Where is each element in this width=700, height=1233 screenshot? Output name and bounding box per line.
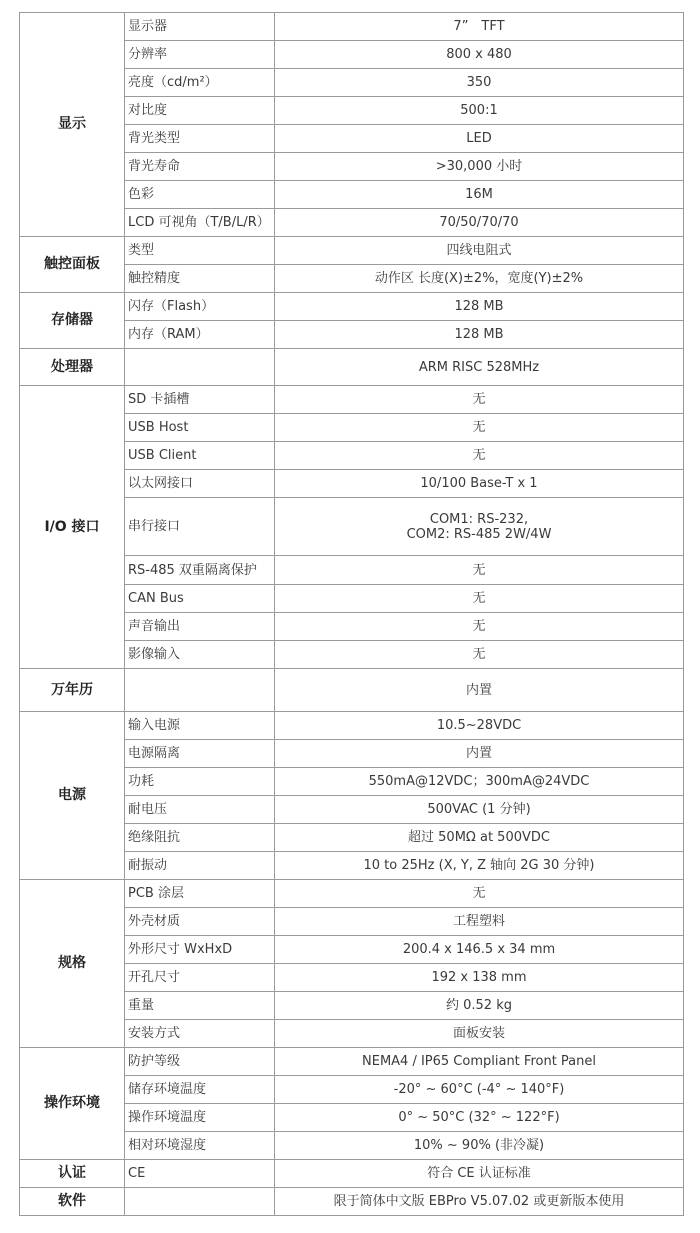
row-value: 500VAC (1 分钟): [275, 796, 684, 824]
row-label: 操作环境温度: [125, 1104, 275, 1132]
row-value: 超过 50MΩ at 500VDC: [275, 824, 684, 852]
row-label: 声音输出: [125, 613, 275, 641]
row-value: 10 to 25Hz (X, Y, Z 轴向 2G 30 分钟): [275, 852, 684, 880]
row-label: 耐振动: [125, 852, 275, 880]
category-label: 显示: [20, 13, 125, 237]
row-label: 对比度: [125, 97, 275, 125]
row-label: PCB 涂层: [125, 880, 275, 908]
row-label: 电源隔离: [125, 740, 275, 768]
table-row: [20, 386, 684, 414]
row-label: 内存（RAM）: [125, 321, 275, 349]
row-value: -20° ~ 60°C (-4° ~ 140°F): [275, 1076, 684, 1104]
category-label: 规格: [20, 880, 125, 1048]
row-value-line-1: COM1: RS-232,: [429, 511, 529, 527]
spec-table: [19, 12, 684, 1216]
row-value: NEMA4 / IP65 Compliant Front Panel: [275, 1048, 684, 1076]
row-label: [125, 1188, 275, 1216]
row-value: 工程塑料: [275, 908, 684, 936]
row-value: 约 0.52 kg: [275, 992, 684, 1020]
row-label: 亮度（cd/m²）: [125, 69, 275, 97]
row-value: 无: [275, 442, 684, 470]
category-label: 万年历: [20, 669, 125, 712]
row-label: SD 卡插槽: [125, 386, 275, 414]
row-value: 350: [275, 69, 684, 97]
row-label: 重量: [125, 992, 275, 1020]
row-value: 192 x 138 mm: [275, 964, 684, 992]
row-value: [275, 498, 684, 556]
row-value: 16M: [275, 181, 684, 209]
table-row: [20, 1188, 684, 1216]
row-label: 影像输入: [125, 641, 275, 669]
row-label: 开孔尺寸: [125, 964, 275, 992]
category-label: 软件: [20, 1188, 125, 1216]
row-label: [125, 669, 275, 712]
row-label: 防护等级: [125, 1048, 275, 1076]
row-value: LED: [275, 125, 684, 153]
category-label: 电源: [20, 712, 125, 880]
row-label: 触控精度: [125, 265, 275, 293]
row-label: 外壳材质: [125, 908, 275, 936]
row-label: 显示器: [125, 13, 275, 41]
row-value: 无: [275, 641, 684, 669]
table-row: [20, 237, 684, 265]
row-label: 闪存（Flash）: [125, 293, 275, 321]
row-value: ARM RISC 528MHz: [275, 349, 684, 386]
row-value: 无: [275, 386, 684, 414]
table-row: [20, 349, 684, 386]
row-value: 内置: [275, 669, 684, 712]
row-value: 内置: [275, 740, 684, 768]
row-label: 输入电源: [125, 712, 275, 740]
row-label: 外形尺寸 WxHxD: [125, 936, 275, 964]
row-label: 绝缘阻抗: [125, 824, 275, 852]
row-value: 无: [275, 585, 684, 613]
row-label: USB Client: [125, 442, 275, 470]
row-label: 耐电压: [125, 796, 275, 824]
row-label: CE: [125, 1160, 275, 1188]
row-label: CAN Bus: [125, 585, 275, 613]
table-row: [20, 712, 684, 740]
row-value: 200.4 x 146.5 x 34 mm: [275, 936, 684, 964]
row-label: 类型: [125, 237, 275, 265]
row-label: 背光寿命: [125, 153, 275, 181]
category-label: I/O 接口: [20, 386, 125, 669]
row-value: 动作区 长度(X)±2%，宽度(Y)±2%: [275, 265, 684, 293]
row-label: 色彩: [125, 181, 275, 209]
row-value: 无: [275, 880, 684, 908]
row-value: 550mA@12VDC；300mA@24VDC: [275, 768, 684, 796]
category-label: 存储器: [20, 293, 125, 349]
row-value: 10/100 Base-T x 1: [275, 470, 684, 498]
row-value: 面板安装: [275, 1020, 684, 1048]
row-value: 128 MB: [275, 321, 684, 349]
row-value: 70/50/70/70: [275, 209, 684, 237]
category-label: 处理器: [20, 349, 125, 386]
row-label: 相对环境湿度: [125, 1132, 275, 1160]
row-value: 无: [275, 414, 684, 442]
row-label: 储存环境温度: [125, 1076, 275, 1104]
row-value: >30,000 小时: [275, 153, 684, 181]
row-label: 串行接口: [125, 498, 275, 556]
row-value-line-2: COM2: RS-485 2W/4W: [406, 526, 552, 542]
category-label: 操作环境: [20, 1048, 125, 1160]
table-row: [20, 669, 684, 712]
row-value: 无: [275, 613, 684, 641]
row-value: 128 MB: [275, 293, 684, 321]
row-value: 10.5~28VDC: [275, 712, 684, 740]
row-value: 500:1: [275, 97, 684, 125]
row-value: 7” TFT: [275, 13, 684, 41]
row-label: USB Host: [125, 414, 275, 442]
row-value: 800 x 480: [275, 41, 684, 69]
row-label: 背光类型: [125, 125, 275, 153]
row-value: 无: [275, 556, 684, 585]
table-row: [20, 880, 684, 908]
row-label: 功耗: [125, 768, 275, 796]
row-label: LCD 可视角（T/B/L/R）: [125, 209, 275, 237]
row-label: 分辨率: [125, 41, 275, 69]
category-label: 认证: [20, 1160, 125, 1188]
table-row: [20, 293, 684, 321]
table-row: [20, 13, 684, 41]
row-label: RS-485 双重隔离保护: [125, 556, 275, 585]
row-value: 符合 CE 认证标准: [275, 1160, 684, 1188]
row-value: 0° ~ 50°C (32° ~ 122°F): [275, 1104, 684, 1132]
row-value: 限于简体中文版 EBPro V5.07.02 或更新版本使用: [275, 1188, 684, 1216]
category-label: 触控面板: [20, 237, 125, 293]
row-label: 安装方式: [125, 1020, 275, 1048]
row-value: 10% ~ 90% (非冷凝): [275, 1132, 684, 1160]
row-label: 以太网接口: [125, 470, 275, 498]
row-label: [125, 349, 275, 386]
table-row: [20, 1048, 684, 1076]
row-value: 四线电阻式: [275, 237, 684, 265]
table-row: [20, 1160, 684, 1188]
